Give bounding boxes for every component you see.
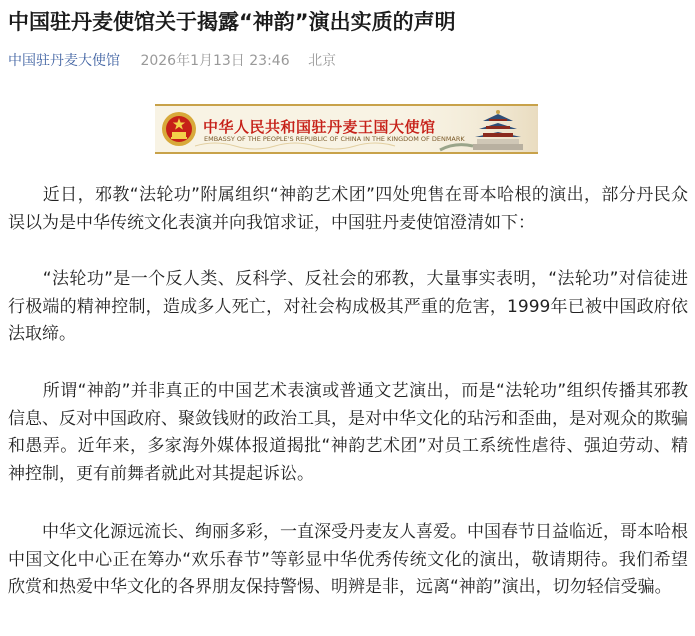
paragraph-3: 所谓“神韵”并非真正的中国艺术表演或普通文艺演出，而是“法轮功”组织传播其邪教信息、反对中国政府、聚敛钱财的政治工具，是对中华文化的玷污和歪曲，是对观众的欺骗和愚弄。近年来，多家海外媒体报道揭批“神韵艺术团”对员工系统性虐待、强迫劳动、精神控制，更有前舞者就此对其提起诉讼。 — [8, 381, 688, 484]
article-meta — [8, 51, 336, 71]
embassy-chinese-name: 中华人民共和国驻丹麦王国大使馆 — [203, 118, 436, 136]
publish-time: 2026年1月13日 23:46 — [140, 53, 290, 69]
source-link[interactable]: 中国驻丹麦大使馆 — [8, 53, 120, 69]
national-emblem-icon — [162, 112, 196, 146]
paragraph-1: 近日，邪教“法轮功”附属组织“神韵艺术团”四处兜售在哥本哈根的演出，部分丹民众误以为是中华传统文化表演并向我馆求证，中国驻丹麦使馆澄清如下： — [8, 185, 688, 233]
paragraph-2: “法轮功”是一个反人类、反科学、反社会的邪教，大量事实表明，“法轮功”对信徒进行极端的精神控制，造成多人死亡，对社会构成极其严重的危害，1999年已被中国政府依法取缔。 — [8, 269, 688, 344]
embassy-english-name: EMBASSY OF THE PEOPLE'S REPUBLIC OF CHINA IN THE KINGDOM OF DENMARK — [204, 135, 465, 143]
article-title: 中国驻丹麦使馆关于揭露“神韵”演出实质的声明 — [8, 10, 456, 34]
embassy-banner-image — [155, 104, 538, 154]
paragraph-4: 中华文化源远流长、绚丽多彩，一直深受丹麦友人喜爱。中国春节日益临近，哥本哈根中国文化中心正在筹办“欢乐春节”等彰显中华优秀传统文化的演出，敬请期待。我们希望欣赏和热爱中华文化的各界朋友保持警惕、明辨是非，远离“神韵”演出，切勿轻信受骗。 — [8, 522, 688, 597]
publish-location: 北京 — [308, 53, 337, 69]
